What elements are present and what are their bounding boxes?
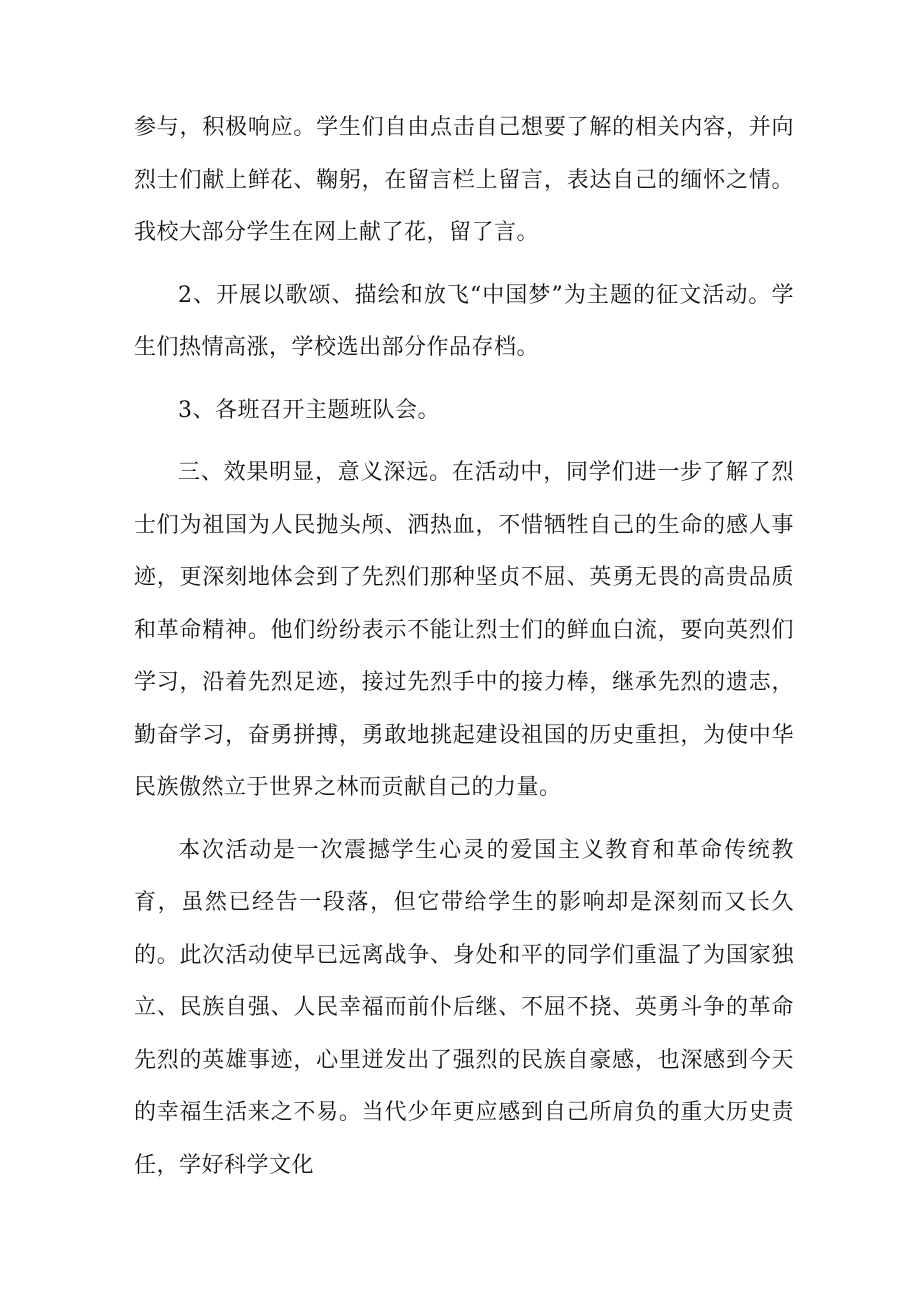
paragraph-activity-summary: 本次活动是一次震撼学生心灵的爱国主义教育和革命传统教育，虽然已经告一段落，但它带给学生的影响却是深刻而又长久的。此次活动使早已远离战争、身处和平的同学们重温了为国家独立、民族自强、人民幸福而前仆后继、不屈不挠、英勇斗争的革命先烈的英雄事迹，心里迸发出了强烈的民族自豪感，也深感到今天的幸福生活来之不易。当代少年更应感到自己所肩负的重大历史责任，学好科学文化 — [134, 837, 794, 1178]
document-body — [134, 102, 794, 1192]
paragraph-class-meeting: 3、各班召开主题班队会。 — [178, 397, 440, 423]
paragraph-continuation: 参与，积极响应。学生们自由点击自己想要了解的相关内容，并向烈士们献上鲜花、鞠躬，在留言栏上留言，表达自己的缅怀之情。我校大部分学生在网上献了花，留了言。 — [134, 115, 794, 245]
paragraph-essay-activity: 2、开展以歌颂、描绘和放飞“中国梦”为主题的征文活动。学生们热情高涨，学校选出部分作品存档。 — [134, 282, 794, 360]
paragraph-effect-significance: 三、效果明显，意义深远。在活动中，同学们进一步了解了烈士们为祖国为人民抛头颅、洒热血，不惜牺牲自己的生命的感人事迹，更深刻地体会到了先烈们那种坚贞不屈、英勇无畏的高贵品质和革命精神。他们纷纷表示不能让烈士们的鲜血白流，要向英烈们学习，沿着先烈足迹，接过先烈手中的接力棒，继承先烈的遗志，勤奋学习，奋勇拼搏，勇敢地挑起建设祖国的历史重担，为使中华民族傲然立于世界之林而贡献自己的力量。 — [134, 460, 794, 800]
